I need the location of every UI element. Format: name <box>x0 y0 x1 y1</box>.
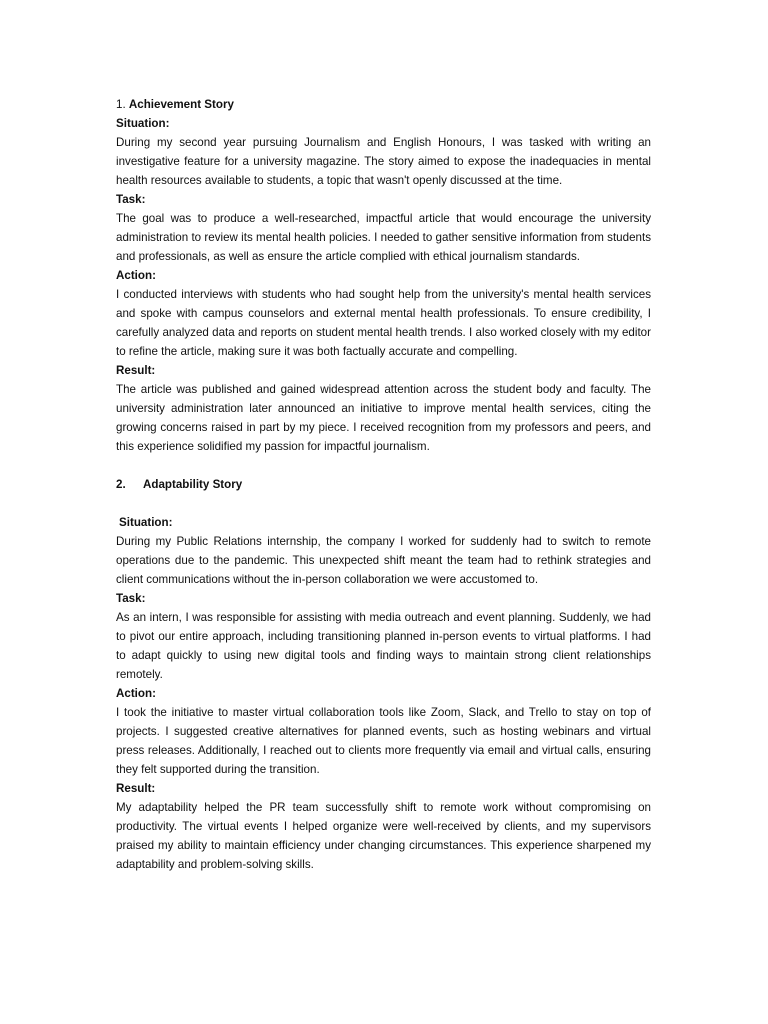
situation-paragraph: During my second year pursuing Journalism and English Honours, I was tasked with writing an investigative feature for a university magazine. The story aimed to expose the inadequacies in mental health resources available to students, a topic that wasn't openly discussed at the time. <box>116 136 651 187</box>
document-page <box>116 95 651 874</box>
result-heading: Result: <box>116 782 156 795</box>
story-title-text: Achievement Story <box>128 98 234 111</box>
story-adaptability <box>116 475 651 874</box>
result-paragraph: My adaptability helped the PR team successfully shift to remote work without compromising on productivity. The virtual events I helped organize were well-received by clients, and my supervisors praised my ability to maintain efficiency under changing circumstances. This experience sharpened my adaptability and problem-solving skills. <box>116 801 651 871</box>
action-paragraph: I took the initiative to master virtual collaboration tools like Zoom, Slack, and Trello to stay on top of projects. I suggested creative alternatives for planned events, such as hosting webinars and virtual press releases. Additionally, I reached out to clients more frequently via email and virtual calls, ensuring they felt supported during the transition. <box>116 706 651 776</box>
result-heading: Result: <box>116 364 156 377</box>
action-heading: Action: <box>116 269 156 282</box>
result-paragraph: The article was published and gained widespread attention across the student body and faculty. The university administration later announced an initiative to improve mental health services, citing the growing concerns raised in part by my piece. I received recognition from my professors and peers, and this experience solidified my passion for impactful journalism. <box>116 383 651 453</box>
story-achievement <box>116 95 651 456</box>
task-paragraph: As an intern, I was responsible for assisting with media outreach and event planning. Suddenly, we had to pivot our entire approach, including transitioning planned in-person events to virtual platforms. I had to adapt quickly to using new digital tools and finding ways to maintain strong client relationships remotely. <box>116 611 651 681</box>
situation-heading: Situation: <box>116 117 170 130</box>
story-number: 2. <box>116 478 126 491</box>
situation-paragraph: During my Public Relations internship, the company I worked for suddenly had to switch to remote operations due to the pandemic. This unexpected shift meant the team had to rethink strategies and client communications without the in-person collaboration we were accustomed to. <box>116 535 651 586</box>
action-paragraph: I conducted interviews with students who had sought help from the university's mental health services and spoke with campus counselors and external mental health professionals. To ensure credibility, I carefully analyzed data and reports on student mental health trends. I also worked closely with my editor to refine the article, making sure it was both factually accurate and compelling. <box>116 288 651 358</box>
section-spacer <box>116 456 651 475</box>
story-title-text: Adaptability Story <box>143 478 243 491</box>
task-heading: Task: <box>116 592 146 605</box>
action-heading: Action: <box>116 687 156 700</box>
story-number: 1. <box>116 98 126 111</box>
task-heading: Task: <box>116 193 146 206</box>
story-title <box>116 95 651 114</box>
task-paragraph: The goal was to produce a well-researched, impactful article that would encourage the university administration to review its mental health policies. I needed to gather sensitive information from students and professionals, as well as ensure the article complied with ethical journalism standards. <box>116 212 651 263</box>
story-title <box>116 475 651 494</box>
section-spacer <box>116 494 651 513</box>
situation-heading: Situation: <box>119 516 173 529</box>
